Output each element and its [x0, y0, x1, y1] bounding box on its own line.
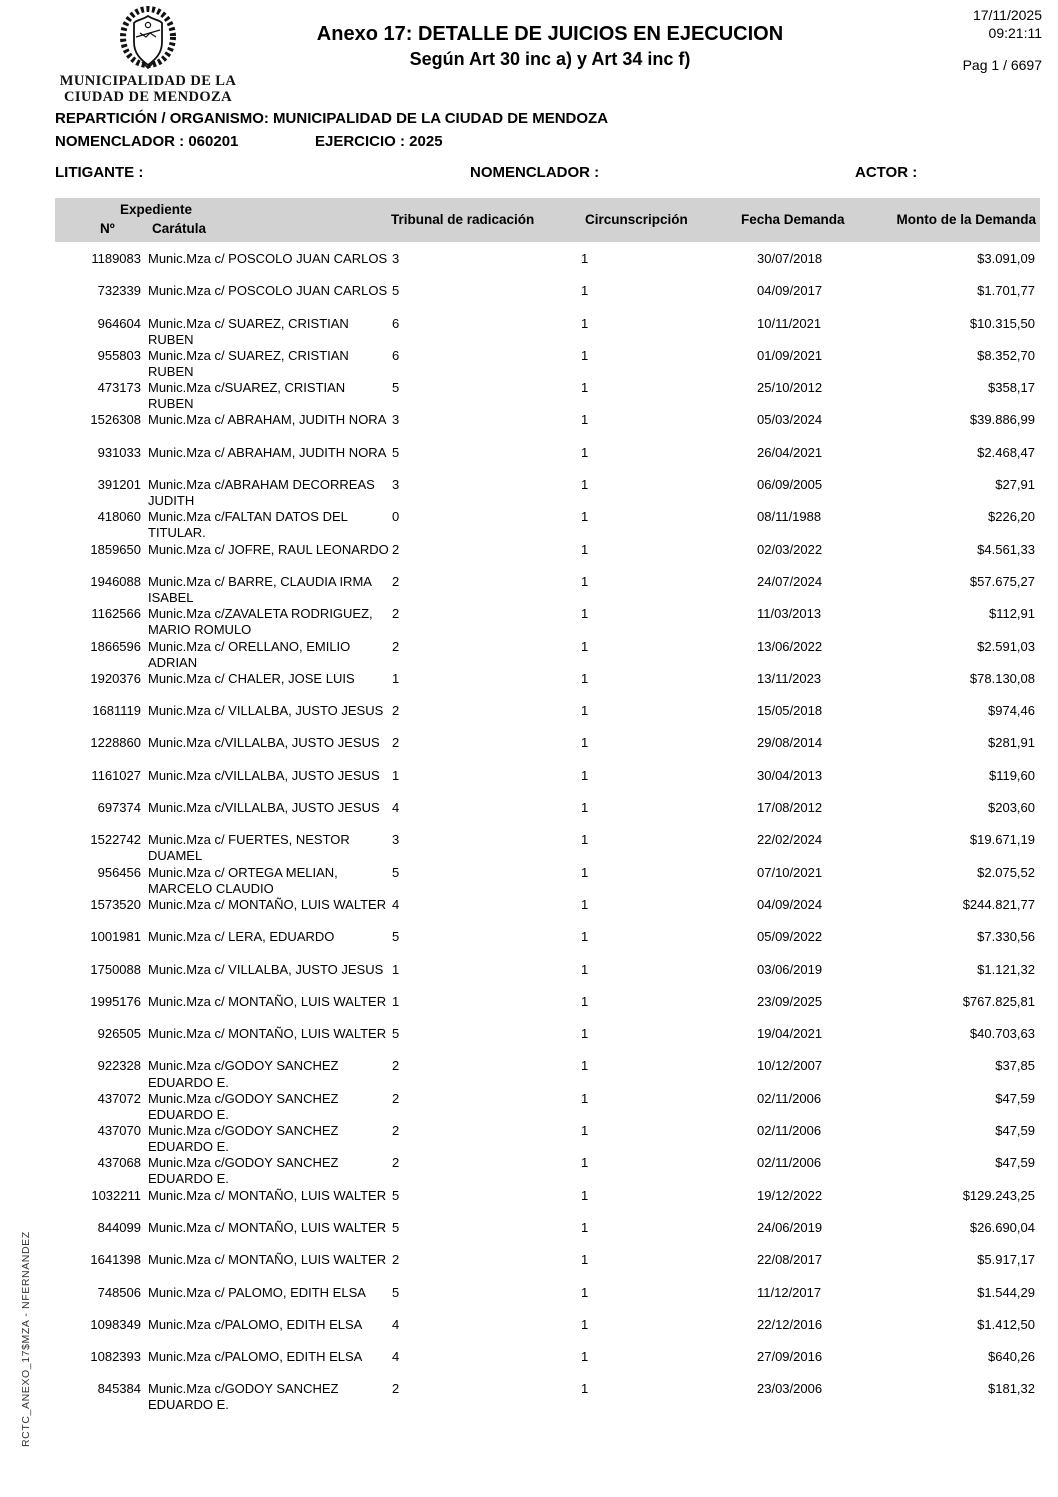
- cell-monto-demanda: $19.671,19: [969, 832, 1035, 848]
- table-body: [55, 251, 1040, 1414]
- table-row: [55, 1285, 1040, 1317]
- cell-circunscripcion: 1: [581, 1284, 589, 1300]
- cell-circunscripcion: 1: [581, 573, 589, 589]
- cell-tribunal: 2: [392, 1155, 400, 1171]
- cell-fecha-demanda: 04/09/2017: [757, 283, 823, 299]
- cell-circunscripcion: 1: [581, 509, 589, 525]
- table-row: [55, 1155, 1040, 1187]
- cell-fecha-demanda: 22/02/2024: [757, 832, 823, 848]
- cell-monto-demanda: $8.352,70: [977, 347, 1035, 363]
- cell-circunscripcion: 1: [581, 896, 589, 912]
- cell-circunscripcion: 1: [581, 767, 589, 783]
- cell-circunscripcion: 1: [581, 380, 589, 396]
- cell-tribunal: 3: [392, 832, 400, 848]
- cell-tribunal: 1: [392, 993, 400, 1009]
- cell-caratula: Munic.Mza c/ JOFRE, RAUL LEONARDO: [148, 541, 389, 557]
- cell-fecha-demanda: 11/12/2017: [757, 1284, 822, 1300]
- cell-tribunal: 1: [392, 961, 400, 977]
- cell-tribunal: 3: [392, 412, 400, 428]
- cell-circunscripcion: 1: [581, 929, 589, 945]
- reparticion-line: REPARTICIÓN / ORGANISMO: MUNICIPALIDAD DE LA CIUDAD DE MENDOZA: [55, 110, 609, 127]
- cell-expediente-nro: 956456: [97, 864, 141, 880]
- cell-monto-demanda: $78.130,08: [969, 670, 1035, 686]
- cell-tribunal: 6: [392, 315, 400, 331]
- cell-circunscripcion: 1: [581, 315, 589, 331]
- cell-fecha-demanda: 22/08/2017: [757, 1252, 823, 1268]
- cell-circunscripcion: 1: [581, 1187, 589, 1203]
- report-title: Anexo 17: DETALLE DE JUICIOS EN EJECUCION: [316, 23, 784, 45]
- cell-expediente-nro: 931033: [97, 444, 141, 460]
- cell-fecha-demanda: 30/04/2013: [757, 767, 823, 783]
- cell-tribunal: 2: [392, 1090, 400, 1106]
- cell-fecha-demanda: 27/09/2016: [757, 1349, 823, 1365]
- cell-monto-demanda: $129.243,25: [962, 1187, 1035, 1203]
- cell-monto-demanda: $1.412,50: [977, 1316, 1035, 1332]
- cell-tribunal: 5: [392, 1219, 400, 1235]
- cell-circunscripcion: 1: [581, 638, 589, 654]
- cell-expediente-nro: 1866596: [90, 638, 141, 654]
- cell-expediente-nro: 1098349: [90, 1316, 141, 1332]
- cell-fecha-demanda: 25/10/2012: [757, 380, 823, 396]
- cell-tribunal: 4: [392, 1349, 400, 1365]
- cell-fecha-demanda: 13/11/2023: [757, 670, 822, 686]
- table-row: [55, 380, 1040, 412]
- cell-expediente-nro: 473173: [97, 380, 141, 396]
- page-indicator: Pag 1 / 6697: [962, 57, 1042, 73]
- cell-caratula: Munic.Mza c/ LERA, EDUARDO: [148, 929, 335, 945]
- cell-caratula: Munic.Mza c/GODOY SANCHEZ EDUARDO E.: [148, 1123, 339, 1155]
- cell-tribunal: 5: [392, 864, 400, 880]
- cell-fecha-demanda: 26/04/2021: [757, 444, 823, 460]
- cell-monto-demanda: $181,32: [988, 1381, 1035, 1397]
- litigante-filter-label: LITIGANTE :: [55, 164, 144, 181]
- cell-fecha-demanda: 10/11/2021: [757, 315, 822, 331]
- cell-tribunal: 5: [392, 444, 400, 460]
- cell-monto-demanda: $4.561,33: [977, 541, 1035, 557]
- table-row: [55, 251, 1040, 283]
- table-row: [55, 897, 1040, 929]
- table-row: [55, 316, 1040, 348]
- cell-monto-demanda: $27,91: [995, 477, 1035, 493]
- cell-caratula: Munic.Mza c/PALOMO, EDITH ELSA: [148, 1349, 363, 1365]
- print-date: 17/11/2025: [972, 7, 1042, 23]
- cell-expediente-nro: 437072: [97, 1090, 141, 1106]
- cell-expediente-nro: 955803: [97, 347, 141, 363]
- cell-tribunal: 3: [392, 251, 400, 266]
- cell-tribunal: 1: [392, 767, 400, 783]
- cell-caratula: Munic.Mza c/VILLALBA, JUSTO JESUS: [148, 800, 380, 816]
- cell-tribunal: 2: [392, 573, 400, 589]
- org-name-line1: MUNICIPALIDAD DE LA: [59, 73, 237, 89]
- cell-tribunal: 2: [392, 1252, 400, 1268]
- cell-tribunal: 2: [392, 541, 400, 557]
- cell-caratula: Munic.Mza c/ BARRE, CLAUDIA IRMA ISABEL: [148, 573, 372, 606]
- cell-tribunal: 2: [392, 606, 400, 622]
- cell-expediente-nro: 1161027: [91, 767, 141, 783]
- cell-expediente-nro: 1573520: [90, 896, 141, 912]
- cell-caratula: Munic.Mza c/ SUAREZ, CRISTIAN RUBEN: [148, 347, 349, 379]
- cell-monto-demanda: $40.703,63: [969, 1026, 1035, 1042]
- cell-circunscripcion: 1: [581, 606, 589, 622]
- cell-fecha-demanda: 23/03/2006: [757, 1381, 823, 1397]
- table-row: [55, 865, 1040, 897]
- table-header-band: [55, 198, 1040, 242]
- cell-monto-demanda: $47,59: [995, 1090, 1035, 1106]
- table-row: [55, 348, 1040, 380]
- cell-fecha-demanda: 02/11/2006: [757, 1090, 822, 1106]
- col-header-caratula: Carátula: [152, 221, 207, 236]
- cell-expediente-nro: 1641398: [90, 1252, 141, 1268]
- cell-caratula: Munic.Mza c/ MONTAÑO, LUIS WALTER: [148, 1219, 387, 1235]
- cell-caratula: Munic.Mza c/ VILLALBA, JUSTO JESUS: [148, 703, 384, 719]
- cell-fecha-demanda: 24/07/2024: [757, 573, 823, 589]
- juicios-table: [55, 198, 1040, 1414]
- cell-fecha-demanda: 08/11/1988: [757, 509, 822, 525]
- table-row: [55, 832, 1040, 864]
- cell-caratula: Munic.Mza c/GODOY SANCHEZ EDUARDO E.: [148, 1090, 339, 1122]
- cell-expediente-nro: 1681119: [92, 703, 141, 719]
- cell-circunscripcion: 1: [581, 670, 589, 686]
- cell-expediente-nro: 845384: [97, 1381, 141, 1397]
- cell-expediente-nro: 844099: [97, 1219, 141, 1235]
- table-row: [55, 800, 1040, 832]
- cell-tribunal: 4: [392, 1316, 400, 1332]
- cell-fecha-demanda: 05/03/2024: [757, 412, 823, 428]
- cell-caratula: Munic.Mza c/ MONTAÑO, LUIS WALTER: [148, 1187, 387, 1203]
- table-row: [55, 412, 1040, 444]
- table-row: [55, 1123, 1040, 1155]
- cell-tribunal: 5: [392, 1026, 400, 1042]
- table-row: [55, 994, 1040, 1026]
- nomenclador-value-line: NOMENCLADOR : 060201: [55, 133, 239, 150]
- cell-circunscripcion: 1: [581, 1058, 589, 1074]
- cell-circunscripcion: 1: [581, 541, 589, 557]
- cell-circunscripcion: 1: [581, 800, 589, 816]
- cell-expediente-nro: 1189083: [91, 251, 141, 266]
- cell-fecha-demanda: 06/09/2005: [757, 477, 823, 493]
- table-row: [55, 1026, 1040, 1058]
- table-row: [55, 509, 1040, 541]
- cell-expediente-nro: 964604: [97, 315, 141, 331]
- cell-monto-demanda: $26.690,04: [969, 1219, 1035, 1235]
- cell-caratula: Munic.Mza c/ABRAHAM DECORREAS JUDITH: [148, 477, 375, 509]
- col-header-fecha-demanda: Fecha Demanda: [741, 212, 845, 227]
- cell-tribunal: 4: [392, 800, 400, 816]
- cell-circunscripcion: 1: [581, 251, 589, 266]
- cell-caratula: Munic.Mza c/ VILLALBA, JUSTO JESUS: [148, 961, 384, 977]
- cell-tribunal: 2: [392, 735, 400, 751]
- cell-expediente-nro: 1522742: [90, 832, 141, 848]
- cell-tribunal: 5: [392, 929, 400, 945]
- cell-monto-demanda: $974,46: [988, 703, 1035, 719]
- cell-expediente-nro: 1001981: [90, 929, 141, 945]
- cell-fecha-demanda: 04/09/2024: [757, 896, 823, 912]
- cell-caratula: Munic.Mza c/ CHALER, JOSE LUIS: [148, 670, 355, 686]
- cell-expediente-nro: 437068: [97, 1155, 141, 1171]
- col-header-tribunal: Tribunal de radicación: [391, 212, 535, 227]
- cell-tribunal: 5: [392, 380, 400, 396]
- table-row: [55, 962, 1040, 994]
- cell-fecha-demanda: 02/11/2006: [757, 1123, 822, 1139]
- cell-expediente-nro: 748506: [97, 1284, 141, 1300]
- cell-tribunal: 5: [392, 1187, 400, 1203]
- cell-tribunal: 0: [392, 509, 400, 525]
- cell-circunscripcion: 1: [581, 1381, 589, 1397]
- cell-expediente-nro: 1032211: [91, 1187, 141, 1203]
- cell-fecha-demanda: 19/12/2022: [757, 1187, 823, 1203]
- print-stamp: [963, 6, 1042, 74]
- cell-monto-demanda: $112,91: [988, 606, 1035, 622]
- cell-monto-demanda: $7.330,56: [977, 929, 1035, 945]
- cell-circunscripcion: 1: [581, 412, 589, 428]
- cell-caratula: Munic.Mza c/SUAREZ, CRISTIAN RUBEN: [148, 380, 346, 412]
- cell-fecha-demanda: 17/08/2012: [757, 800, 823, 816]
- org-name-line2: CIUDAD DE MENDOZA: [64, 88, 232, 105]
- cell-monto-demanda: $119,60: [988, 767, 1035, 783]
- cell-caratula: Munic.Mza c/ MONTAÑO, LUIS WALTER: [148, 1252, 387, 1268]
- ejercicio-line: EJERCICIO : 2025: [315, 133, 443, 150]
- cell-caratula: Munic.Mza c/FALTAN DATOS DEL TITULAR.: [148, 509, 348, 541]
- cell-expediente-nro: 1082393: [90, 1349, 141, 1365]
- cell-circunscripcion: 1: [581, 961, 589, 977]
- actor-filter-label: ACTOR :: [855, 164, 918, 181]
- cell-caratula: Munic.Mza c/ MONTAÑO, LUIS WALTER: [148, 896, 387, 912]
- cell-monto-demanda: $244.821,77: [962, 896, 1035, 912]
- table-row: [55, 1091, 1040, 1123]
- cell-expediente-nro: 1859650: [90, 541, 141, 557]
- col-header-expediente-group: Expediente: [120, 202, 193, 217]
- cell-fecha-demanda: 22/12/2016: [757, 1316, 823, 1332]
- cell-circunscripcion: 1: [581, 283, 589, 299]
- table-row: [55, 929, 1040, 961]
- cell-caratula: Munic.Mza c/PALOMO, EDITH ELSA: [148, 1316, 363, 1332]
- coat-of-arms-icon: [116, 6, 180, 72]
- cell-fecha-demanda: 05/09/2022: [757, 929, 823, 945]
- cell-expediente-nro: 437070: [97, 1123, 141, 1139]
- cell-tribunal: 6: [392, 347, 400, 363]
- cell-circunscripcion: 1: [581, 735, 589, 751]
- nomenclador-filter-label: NOMENCLADOR :: [470, 164, 600, 181]
- print-time: 09:21:11: [988, 25, 1042, 41]
- cell-circunscripcion: 1: [581, 864, 589, 880]
- cell-expediente-nro: 391201: [97, 477, 141, 493]
- cell-monto-demanda: $47,59: [995, 1123, 1035, 1139]
- cell-tribunal: 2: [392, 703, 400, 719]
- table-row: [55, 768, 1040, 800]
- table-row: [55, 1317, 1040, 1349]
- cell-caratula: Munic.Mza c/ ABRAHAM, JUDITH NORA: [148, 412, 387, 428]
- cell-fecha-demanda: 02/11/2006: [757, 1155, 822, 1171]
- cell-expediente-nro: 697374: [97, 800, 141, 816]
- cell-caratula: Munic.Mza c/ POSCOLO JUAN CARLOS: [148, 283, 388, 299]
- cell-fecha-demanda: 13/06/2022: [757, 638, 823, 654]
- cell-monto-demanda: $47,59: [995, 1155, 1035, 1171]
- table-row: [55, 1252, 1040, 1284]
- cell-fecha-demanda: 23/09/2025: [757, 993, 823, 1009]
- cell-monto-demanda: $2.075,52: [977, 864, 1035, 880]
- cell-expediente-nro: 732339: [97, 283, 141, 299]
- cell-circunscripcion: 1: [581, 347, 589, 363]
- cell-fecha-demanda: 07/10/2021: [757, 864, 823, 880]
- cell-monto-demanda: $10.315,50: [969, 315, 1035, 331]
- cell-fecha-demanda: 01/09/2021: [757, 347, 823, 363]
- cell-fecha-demanda: 30/07/2018: [757, 251, 823, 266]
- cell-expediente-nro: 1946088: [90, 573, 141, 589]
- cell-caratula: Munic.Mza c/ SUAREZ, CRISTIAN RUBEN: [148, 315, 349, 347]
- cell-expediente-nro: 1750088: [90, 961, 141, 977]
- cell-circunscripcion: 1: [581, 444, 589, 460]
- table-row: [55, 735, 1040, 767]
- cell-circunscripcion: 1: [581, 1219, 589, 1235]
- cell-expediente-nro: 922328: [97, 1058, 141, 1074]
- cell-tribunal: 3: [392, 477, 400, 493]
- cell-caratula: Munic.Mza c/VILLALBA, JUSTO JESUS: [148, 767, 380, 783]
- cell-monto-demanda: $57.675,27: [969, 573, 1035, 589]
- cell-tribunal: 2: [392, 1381, 400, 1397]
- cell-monto-demanda: $2.468,47: [977, 444, 1035, 460]
- cell-tribunal: 4: [392, 896, 400, 912]
- cell-expediente-nro: 1228860: [90, 735, 141, 751]
- cell-fecha-demanda: 15/05/2018: [757, 703, 823, 719]
- cell-expediente-nro: 1162566: [91, 606, 141, 622]
- cell-expediente-nro: 1920376: [90, 670, 141, 686]
- cell-circunscripcion: 1: [581, 477, 589, 493]
- table-row: [55, 574, 1040, 606]
- cell-tribunal: 5: [392, 283, 400, 299]
- cell-monto-demanda: $358,17: [988, 380, 1035, 396]
- col-header-circunscripcion: Circunscripción: [585, 212, 688, 227]
- cell-caratula: Munic.Mza c/ FUERTES, NESTOR DUAMEL: [148, 832, 350, 864]
- municipality-logo-block: [52, 6, 244, 105]
- cell-fecha-demanda: 19/04/2021: [757, 1026, 823, 1042]
- cell-caratula: Munic.Mza c/ POSCOLO JUAN CARLOS: [148, 251, 388, 266]
- cell-monto-demanda: $1.701,77: [977, 283, 1035, 299]
- report-title-block: [255, 21, 845, 71]
- table-row: [55, 1220, 1040, 1252]
- cell-fecha-demanda: 11/03/2013: [757, 606, 822, 622]
- cell-monto-demanda: $226,20: [988, 509, 1035, 525]
- cell-monto-demanda: $5.917,17: [977, 1252, 1035, 1268]
- cell-caratula: Munic.Mza c/ MONTAÑO, LUIS WALTER: [148, 993, 387, 1009]
- cell-circunscripcion: 1: [581, 1123, 589, 1139]
- cell-monto-demanda: $37,85: [995, 1058, 1035, 1074]
- table-row: [55, 1188, 1040, 1220]
- table-row: [55, 1349, 1040, 1381]
- cell-caratula: Munic.Mza c/ZAVALETA RODRIGUEZ, MARIO ROMULO: [148, 606, 373, 638]
- cell-circunscripcion: 1: [581, 703, 589, 719]
- cell-tribunal: 5: [392, 1284, 400, 1300]
- table-row: [55, 283, 1040, 315]
- cell-fecha-demanda: 02/03/2022: [757, 541, 823, 557]
- cell-monto-demanda: $3.091,09: [977, 251, 1035, 266]
- cell-circunscripcion: 1: [581, 832, 589, 848]
- cell-monto-demanda: $203,60: [988, 800, 1035, 816]
- cell-circunscripcion: 1: [581, 993, 589, 1009]
- cell-circunscripcion: 1: [581, 1349, 589, 1365]
- cell-expediente-nro: 1995176: [90, 993, 141, 1009]
- cell-monto-demanda: $39.886,99: [969, 412, 1035, 428]
- cell-tribunal: 2: [392, 1123, 400, 1139]
- table-row: [55, 477, 1040, 509]
- table-row: [55, 639, 1040, 671]
- cell-fecha-demanda: 24/06/2019: [757, 1219, 823, 1235]
- cell-monto-demanda: $2.591,03: [977, 638, 1035, 654]
- cell-monto-demanda: $767.825,81: [962, 993, 1035, 1009]
- cell-caratula: Munic.Mza c/GODOY SANCHEZ EDUARDO E.: [148, 1155, 339, 1187]
- cell-tribunal: 1: [392, 670, 400, 686]
- table-row: [55, 671, 1040, 703]
- cell-monto-demanda: $640,26: [988, 1349, 1035, 1365]
- cell-circunscripcion: 1: [581, 1026, 589, 1042]
- table-row: [55, 606, 1040, 638]
- table-row: [55, 445, 1040, 477]
- table-row: [55, 1381, 1040, 1413]
- cell-circunscripcion: 1: [581, 1252, 589, 1268]
- cell-caratula: Munic.Mza c/ PALOMO, EDITH ELSA: [148, 1284, 366, 1300]
- cell-circunscripcion: 1: [581, 1090, 589, 1106]
- cell-caratula: Munic.Mza c/VILLALBA, JUSTO JESUS: [148, 735, 380, 751]
- report-code-vertical: RCTC_ANEXO_17$MZA - NFERNANDEZ: [20, 1231, 32, 1447]
- cell-expediente-nro: 1526308: [90, 412, 141, 428]
- table-row: [55, 703, 1040, 735]
- cell-fecha-demanda: 03/06/2019: [757, 961, 823, 977]
- cell-fecha-demanda: 10/12/2007: [757, 1058, 823, 1074]
- table-row: [55, 1058, 1040, 1090]
- cell-circunscripcion: 1: [581, 1155, 589, 1171]
- cell-caratula: Munic.Mza c/GODOY SANCHEZ EDUARDO E.: [148, 1381, 339, 1413]
- cell-tribunal: 2: [392, 1058, 400, 1074]
- cell-caratula: Munic.Mza c/GODOY SANCHEZ EDUARDO E.: [148, 1058, 339, 1090]
- table-row: [55, 542, 1040, 574]
- cell-monto-demanda: $281,91: [988, 735, 1035, 751]
- cell-fecha-demanda: 29/08/2014: [757, 735, 823, 751]
- report-subtitle: Según Art 30 inc a) y Art 34 inc f): [409, 49, 691, 69]
- cell-expediente-nro: 926505: [97, 1026, 141, 1042]
- cell-caratula: Munic.Mza c/ ABRAHAM, JUDITH NORA: [148, 444, 387, 460]
- cell-tribunal: 2: [392, 638, 400, 654]
- cell-expediente-nro: 418060: [97, 509, 141, 525]
- cell-caratula: Munic.Mza c/ MONTAÑO, LUIS WALTER: [148, 1026, 387, 1042]
- cell-monto-demanda: $1.121,32: [977, 961, 1035, 977]
- cell-caratula: Munic.Mza c/ ORELLANO, EMILIO ADRIAN: [148, 638, 351, 670]
- cell-monto-demanda: $1.544,29: [977, 1284, 1035, 1300]
- cell-caratula: Munic.Mza c/ ORTEGA MELIAN, MARCELO CLAUDIO: [148, 864, 338, 896]
- col-header-nro: Nº: [100, 221, 115, 236]
- col-header-monto-demanda: Monto de la Demanda: [896, 212, 1036, 227]
- cell-circunscripcion: 1: [581, 1316, 589, 1332]
